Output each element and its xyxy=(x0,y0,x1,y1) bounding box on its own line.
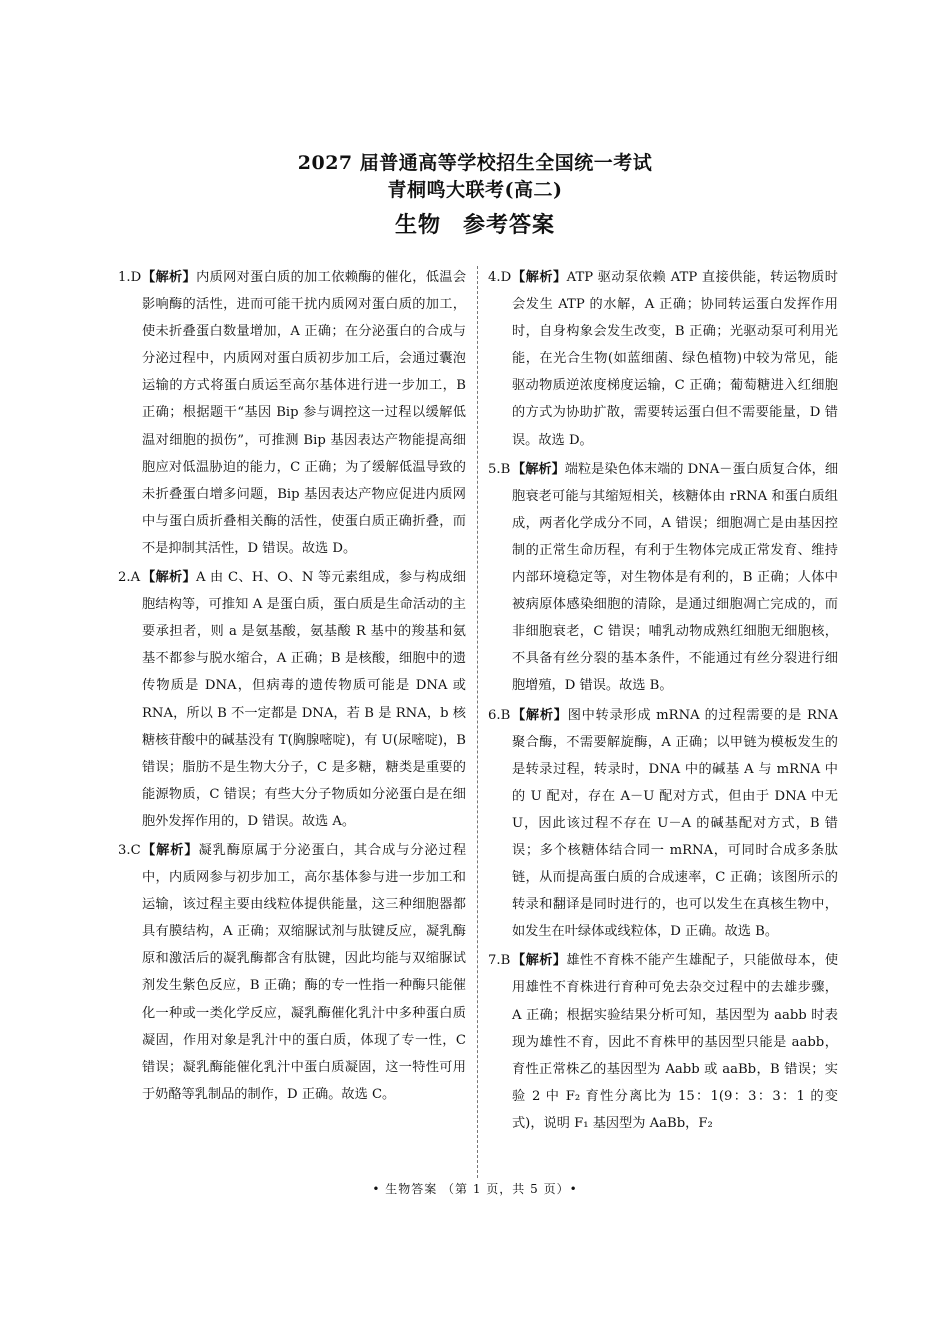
analysis-tag: 【解析】 xyxy=(512,707,568,723)
answer-number: 2.A xyxy=(118,570,141,586)
subject-name: 生物 xyxy=(394,212,441,238)
page-header xyxy=(0,150,950,240)
analysis-tag: 【解析】 xyxy=(512,461,565,477)
analysis-text: 端粒是染色体末端的 DNA－蛋白质复合体，细胞衰老可能与其缩短相关，核糖体由 rRNA 和蛋白质组成，两者化学成分不同，A 错误；细胞凋亡是由基因控制的正常生命历程，有利于生物体完成正常发育、维持内部环境稳定等，对生物体是有利的，B 正确；人体中被病原体感染细胞的清除，是通过细胞凋亡完成的，而非细胞衰老，C 错误；哺乳动物成熟红细胞无细胞核，不具备有丝分裂的基本条件，不能通过有丝分裂进行细胞增殖，D 错误。故选 B。 xyxy=(512,461,838,694)
answer-number: 5.B xyxy=(488,461,511,477)
answer-item xyxy=(118,564,466,835)
answer-item xyxy=(488,702,838,946)
analysis-tag: 【解析】 xyxy=(142,270,197,285)
answer-number: 3.C xyxy=(118,842,141,858)
answer-item xyxy=(488,456,838,700)
answer-number: 4.D xyxy=(488,270,512,285)
exam-subtitle: 青桐鸣大联考(高二) xyxy=(387,179,563,201)
column-divider xyxy=(477,266,478,1178)
analysis-text: ATP 驱动泵依赖 ATP 直接供能，转运物质时会发生 ATP 的水解，A 正确；协同转运蛋白发挥作用时，自身构象会发生改变，B 正确；光驱动泵可利用光能，在光合生物(如蓝细菌、绿色植物)中较为常见，能驱动物质逆浓度梯度运输，C 正确；葡萄糖进入红细胞的方式为协助扩散，需要转运蛋白但不需要能量，D 错误。故选 D。 xyxy=(512,270,838,448)
analysis-tag: 【解析】 xyxy=(142,570,196,586)
answer-item xyxy=(488,947,838,1137)
left-column xyxy=(118,264,466,1184)
answer-item xyxy=(118,264,466,562)
answer-item xyxy=(488,264,838,454)
answer-item xyxy=(118,837,466,1108)
document-type: 参考答案 xyxy=(463,212,556,238)
analysis-tag: 【解析】 xyxy=(512,953,567,969)
analysis-tag: 【解析】 xyxy=(142,842,199,858)
answer-number: 1.D xyxy=(118,270,142,285)
page-footer: • 生物答案 （第 1 页，共 5 页）• xyxy=(372,1182,578,1196)
answer-number: 6.B xyxy=(488,707,511,723)
exam-title: 2027 届普通高等学校招生全国统一考试 xyxy=(297,152,653,174)
analysis-text: A 由 C、H、O、N 等元素组成，参与构成细胞结构等，可推知 A 是蛋白质，蛋白质是生命活动的主要承担者，则 a 是氨基酸，氨基酸 R 基中的羧基和氨基不都参与脱水缩合，A 正确；B 是核酸，细胞中的遗传物质是 DNA，但病毒的遗传物质可能是 DNA 或 RNA，所以 B 不一定都是 DNA，若 B 是 RNA，b 核糖核苷酸中的碱基没有 T(胸腺嘧啶)，有 U(尿嘧啶)，B 错误；脂肪不是生物大分子，C 是多糖，糖类是重要的能源物质，C 错误；有些大分子物质如分泌蛋白是在细胞外发挥作用的，D 错误。故选 A。 xyxy=(142,570,466,829)
subject-heading xyxy=(0,210,950,240)
analysis-text: 图中转录形成 mRNA 的过程需要的是 RNA 聚合酶，不需要解旋酶，A 正确；以甲链为模板发生的是转录过程，转录时，DNA 中的碱基 A 与 mRNA 中的 U 配对，存在 A－U 配对方式，但由于 DNA 中无 U，因此该过程不存在 U－A 的碱基配对方式，B 错误；多个核糖体结合同一 mRNA，可同时合成多条肽链，从而提高蛋白质的合成速率，C 正确；该图所示的转录和翻译是同时进行的，也可以发生在真核生物中，如发生在叶绿体或线粒体，D 正确。故选 B。 xyxy=(512,707,838,940)
right-column xyxy=(488,264,838,1184)
analysis-tag: 【解析】 xyxy=(512,270,567,285)
analysis-text: 雄性不育株不能产生雄配子，只能做母本，使用雄性不育株进行育种可免去杂交过程中的去雄步骤，A 正确；根据实验结果分析可知，基因型为 aabb 时表现为雄性不育，因此不育株甲的基因型只能是 aabb，育性正常株乙的基因型为 Aabb 或 aaBb，B 错误；实验 2 中 F₂ 育性分离比为 15：1(9：3：3：1 的变式)，说明 F₁ 基因型为 AaBb，F₂ xyxy=(512,953,838,1131)
answer-number: 7.B xyxy=(488,953,511,969)
analysis-text: 凝乳酶原属于分泌蛋白，其合成与分泌过程中，内质网参与初步加工，高尔基体参与进一步加工和运输，该过程主要由线粒体提供能量，这三种细胞器都具有膜结构，A 正确；双缩脲试剂与肽键反应，凝乳酶原和激活后的凝乳酶都含有肽键，因此均能与双缩脲试剂发生紫色反应，B 正确；酶的专一性指一种酶只能催化一种或一类化学反应，凝乳酶催化乳汁中多种蛋白质凝固，作用对象是乳汁中的蛋白质，体现了专一性，C 错误；凝乳酶能催化乳汁中蛋白质凝固，这一特性可用于奶酪等乳制品的制作，D 正确。故选 C。 xyxy=(142,842,466,1102)
analysis-text: 内质网对蛋白质的加工依赖酶的催化，低温会影响酶的活性，进而可能干扰内质网对蛋白质的加工，使未折叠蛋白数量增加，A 正确；在分泌蛋白的合成与分泌过程中，内质网对蛋白质初步加工后，会通过囊泡运输的方式将蛋白质运至高尔基体进行进一步加工，B 正确；根据题干“基因 Bip 参与调控这一过程以缓解低温对细胞的损伤”，可推测 Bip 基因表达产物能提高细胞应对低温胁迫的能力，C 正确；为了缓解低温导致的未折叠蛋白增多问题，Bip 基因表达产物应促进内质网中与蛋白质折叠相关酶的活性，使蛋白质正确折叠，而不是抑制其活性，D 错误。故选 D。 xyxy=(142,270,466,556)
